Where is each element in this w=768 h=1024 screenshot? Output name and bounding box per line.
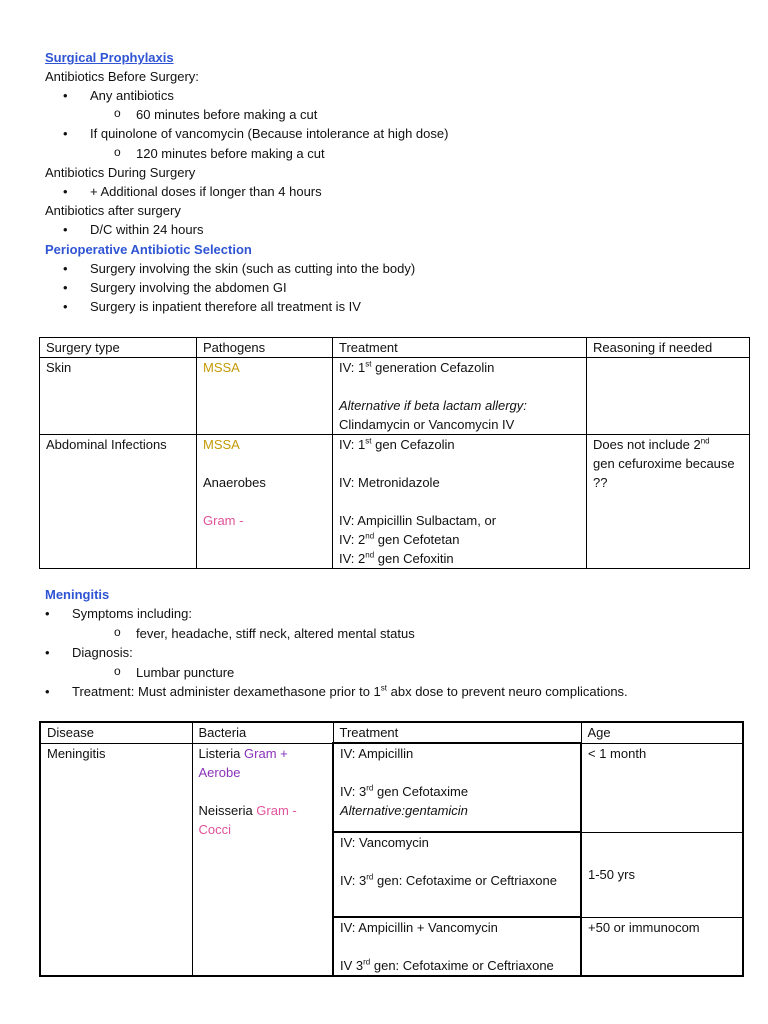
table-header-row <box>40 722 743 743</box>
bullet-dc-24-hours: • D/C within 24 hours <box>90 220 203 239</box>
bullet-additional-doses: • + Additional doses if longer than 4 hours <box>90 182 322 201</box>
periop-selection-title: Perioperative Antibiotic Selection <box>45 242 252 257</box>
meningitis-title: Meningitis <box>45 587 110 602</box>
header-treatment: Treatment <box>333 338 587 358</box>
header-disease: Disease <box>40 722 192 743</box>
bullet-diagnosis: • Diagnosis: <box>72 643 133 662</box>
cell-skin-reasoning <box>587 358 750 435</box>
cell-bacteria: Listeria Gram + Aerobe Neisseria Gram - Cocci <box>192 743 333 976</box>
header-bacteria: Bacteria <box>192 722 333 743</box>
bullet-quinolone: • If quinolone of vancomycin (Because intolerance at high dose) <box>90 124 448 143</box>
table-row-abdominal <box>40 435 750 569</box>
cell-abd-reasoning: Does not include 2nd gen cefuroxime because ?? <box>587 435 750 569</box>
header-pathogens: Pathogens <box>197 338 333 358</box>
meningitis-table <box>39 721 744 977</box>
bullet-surgery-inpatient: • Surgery is inpatient therefore all treatment is IV <box>90 297 361 316</box>
cell-abd-treatment: IV: 1st gen Cefazolin IV: Metronidazole IV: Ampicillin Sulbactam, or IV: 2nd gen Cefotetan IV: 2nd gen Cefoxitin <box>333 435 587 569</box>
header-reasoning: Reasoning if needed <box>587 338 750 358</box>
header-surgery-type: Surgery type <box>40 338 197 358</box>
bullet-surgery-skin: • Surgery involving the skin (such as cutting into the body) <box>90 259 415 278</box>
table-header-row <box>40 338 750 358</box>
cell-abd-type: Abdominal Infections <box>40 435 197 569</box>
cell-treatment-50-plus: IV: Ampicillin + Vancomycin IV 3rd gen: Cefotaxime or Ceftriaxone <box>333 917 581 976</box>
surgical-prophylaxis-title[interactable]: Surgical Prophylaxis <box>45 50 174 65</box>
cell-disease-meningitis: Meningitis <box>40 743 192 976</box>
cell-age-1-50-yrs: 1-50 yrs <box>581 832 743 917</box>
sub-bullet-symptoms-list: o fever, headache, stiff neck, altered mental status <box>136 624 415 643</box>
cell-treatment-1-50-yrs: IV: Vancomycin IV: 3rd gen: Cefotaxime or Ceftriaxone <box>333 832 581 917</box>
table-row-under-1-month <box>40 743 743 832</box>
header-treatment: Treatment <box>333 722 581 743</box>
surgery-prophylaxis-table <box>39 337 750 569</box>
cell-abd-pathogens: MSSA Anaerobes Gram - <box>197 435 333 569</box>
bullet-any-antibiotics: • Any antibiotics <box>90 86 174 105</box>
sub-bullet-60-minutes: o 60 minutes before making a cut <box>136 105 317 124</box>
sub-bullet-lumbar-puncture: o Lumbar puncture <box>136 663 234 682</box>
cell-age-50-plus: +50 or immunocom <box>581 917 743 976</box>
header-age: Age <box>581 722 743 743</box>
bullet-symptoms: • Symptoms including: <box>72 604 192 623</box>
during-surgery-heading: Antibiotics During Surgery <box>45 165 196 180</box>
cell-skin-treatment: IV: 1st generation Cefazolin Alternative if beta lactam allergy: Clindamycin or Vancomycin IV <box>333 358 587 435</box>
bullet-treatment: • Treatment: Must administer dexamethasone prior to 1st abx dose to prevent neuro complications. <box>72 682 628 701</box>
before-surgery-heading: Antibiotics Before Surgery: <box>45 69 199 84</box>
cell-treatment-under-1-month: IV: Ampicillin IV: 3rd gen Cefotaxime Alternative:gentamicin <box>333 743 581 832</box>
cell-skin-type: Skin <box>40 358 197 435</box>
bullet-surgery-abdomen: • Surgery involving the abdomen GI <box>90 278 287 297</box>
sub-bullet-120-minutes: o 120 minutes before making a cut <box>136 144 325 163</box>
after-surgery-heading: Antibiotics after surgery <box>45 203 181 218</box>
table-row-skin <box>40 358 750 435</box>
cell-skin-pathogen: MSSA <box>197 358 333 435</box>
cell-age-under-1-month: < 1 month <box>581 743 743 832</box>
